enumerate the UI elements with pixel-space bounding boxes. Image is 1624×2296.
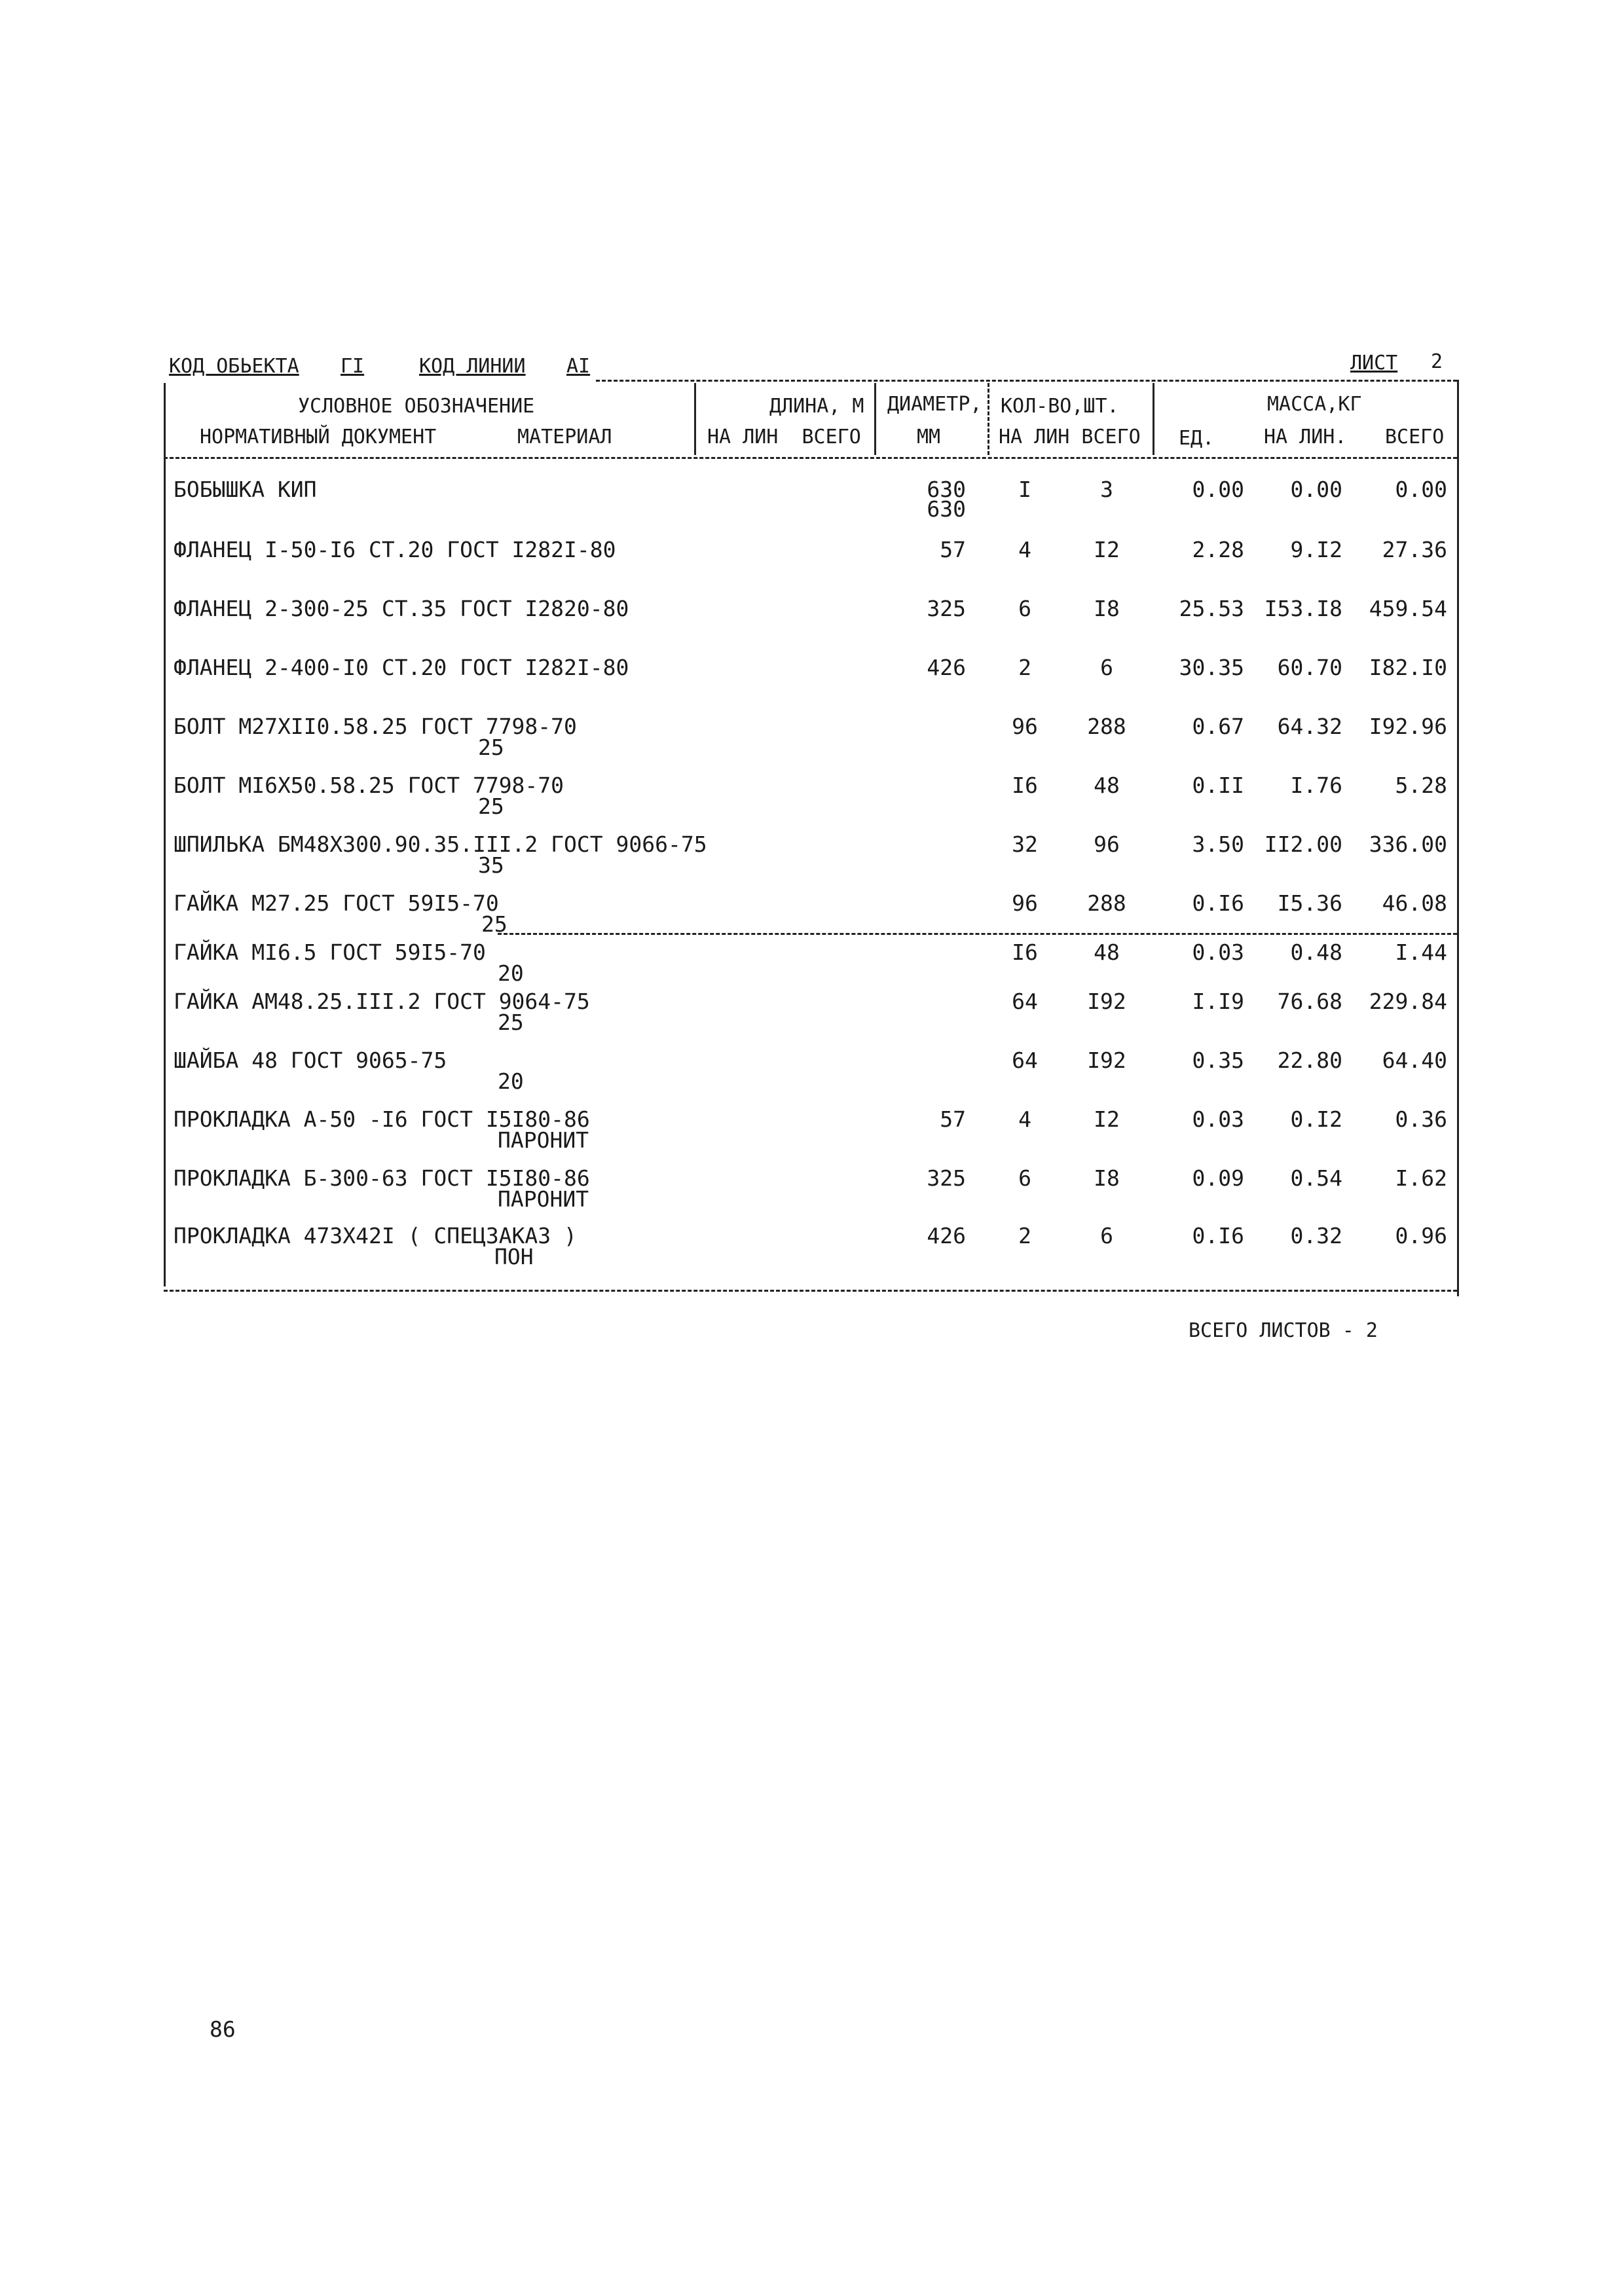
col-qty-title: КОЛ-ВО,ШТ. — [1001, 395, 1119, 418]
row-qty-per-line: 6 — [1018, 596, 1031, 621]
row-unit-mass: 0.00 — [1192, 477, 1244, 502]
row-unit-mass: 0.67 — [1192, 714, 1244, 739]
row-material: 25 — [478, 735, 504, 760]
row-material: 35 — [478, 852, 504, 878]
header-top-rule — [596, 380, 1457, 382]
row-designation: ФЛАНЕЦ I-50-I6 СТ.20 ГОСТ I282I-80 — [174, 537, 616, 562]
row-material: 25 — [481, 911, 507, 937]
row-diameter: 57 — [940, 537, 966, 562]
row-material: ПОН — [494, 1244, 534, 1269]
row-designation: БОЛТ М27XII0.58.25 ГОСТ 7798-70 — [174, 714, 577, 739]
header-bottom-rule — [164, 457, 1457, 459]
row-unit-mass: 0.03 — [1192, 1106, 1244, 1132]
row-mass-per-line: 9.I2 — [1290, 537, 1342, 562]
row-designation: ФЛАНЕЦ 2-400-I0 СТ.20 ГОСТ I282I-80 — [174, 655, 629, 680]
row-diameter-2: 630 — [927, 496, 966, 522]
row-qty-per-line: 2 — [1018, 1223, 1031, 1248]
col-mass-total: ВСЕГО — [1385, 426, 1445, 448]
row-qty-total: I92 — [1087, 1048, 1126, 1073]
col-designation-title: УСЛОВНОЕ ОБОЗНАЧЕНИЕ — [298, 395, 535, 418]
row-designation: ШПИЛЬКА БМ48X300.90.35.III.2 ГОСТ 9066-75 — [174, 831, 707, 857]
table-bottom-rule — [164, 1290, 1457, 1292]
col-divider-qty-left — [987, 383, 989, 455]
col-mass-title: МАССА,КГ — [1267, 393, 1362, 416]
row-mass-per-line: 76.68 — [1277, 989, 1342, 1014]
row-qty-total: I92 — [1087, 989, 1126, 1014]
row-mass-per-line: I.76 — [1290, 773, 1342, 798]
row-qty-per-line: 64 — [1012, 989, 1038, 1014]
row-unit-mass: 25.53 — [1179, 596, 1244, 621]
row-qty-per-line: 4 — [1018, 1106, 1031, 1132]
col-material: МАТЕРИАЛ — [517, 426, 612, 448]
row-unit-mass: 3.50 — [1192, 831, 1244, 857]
row-qty-total: 288 — [1087, 714, 1126, 739]
row-mass-total: 0.96 — [1395, 1223, 1447, 1248]
col-normative-doc: НОРМАТИВНЫЙ ДОКУМЕНТ — [200, 426, 437, 448]
row-mass-per-line: 0.00 — [1290, 477, 1342, 502]
row-mass-total: I92.96 — [1369, 714, 1447, 739]
row-separator — [498, 933, 1457, 935]
row-mass-total: 64.40 — [1382, 1048, 1447, 1073]
col-mass-per-line: НА ЛИН. — [1264, 426, 1347, 448]
row-designation: ПРОКЛАДКА Б-300-63 ГОСТ I5I80-86 — [174, 1165, 590, 1191]
row-qty-total: 96 — [1094, 831, 1120, 857]
row-qty-total: I8 — [1094, 596, 1120, 621]
col-diameter-title: ДИАМЕТР, — [887, 393, 982, 416]
row-qty-per-line: 96 — [1012, 890, 1038, 916]
row-qty-per-line: 32 — [1012, 831, 1038, 857]
col-diameter-unit: ММ — [917, 426, 941, 448]
row-qty-total: I2 — [1094, 1106, 1120, 1132]
col-unit-mass: ЕД. — [1179, 427, 1215, 450]
row-material: 20 — [498, 960, 524, 986]
row-qty-per-line: 2 — [1018, 655, 1031, 680]
row-designation: ГАЙКА МI6.5 ГОСТ 59I5-70 — [174, 939, 486, 965]
sheet-label: ЛИСТ — [1350, 352, 1398, 374]
row-mass-total: I82.I0 — [1369, 655, 1447, 680]
row-mass-total: 336.00 — [1369, 831, 1447, 857]
row-diameter: 325 — [927, 596, 966, 621]
row-material: ПАРОНИТ — [498, 1127, 589, 1153]
row-designation: ПРОКЛАДКА А-50 -I6 ГОСТ I5I80-86 — [174, 1106, 590, 1132]
row-mass-per-line: 64.32 — [1277, 714, 1342, 739]
row-qty-total: 6 — [1100, 655, 1113, 680]
row-designation: ГАЙКА М27.25 ГОСТ 59I5-70 — [174, 890, 499, 916]
row-unit-mass: 0.03 — [1192, 939, 1244, 965]
row-qty-per-line: 6 — [1018, 1165, 1031, 1191]
row-qty-total: 288 — [1087, 890, 1126, 916]
row-designation: ПРОКЛАДКА 473X42I ( СПЕЦЗАКАЗ ) — [174, 1223, 577, 1248]
row-designation: ФЛАНЕЦ 2-300-25 СТ.35 ГОСТ I2820-80 — [174, 596, 629, 621]
row-qty-per-line: I6 — [1012, 773, 1038, 798]
line-code-value: AI — [566, 355, 591, 378]
row-mass-per-line: 0.54 — [1290, 1165, 1342, 1191]
row-unit-mass: 0.I6 — [1192, 890, 1244, 916]
row-diameter: 57 — [940, 1106, 966, 1132]
object-code-value: ГI — [341, 355, 365, 378]
row-unit-mass: 2.28 — [1192, 537, 1244, 562]
row-qty-per-line: 96 — [1012, 714, 1038, 739]
row-unit-mass: 0.I6 — [1192, 1223, 1244, 1248]
row-mass-per-line: I5.36 — [1277, 890, 1342, 916]
col-length-sub: НА ЛИН ВСЕГО — [707, 426, 861, 448]
row-mass-per-line: 60.70 — [1277, 655, 1342, 680]
row-qty-total: 48 — [1094, 773, 1120, 798]
row-mass-total: 27.36 — [1382, 537, 1447, 562]
row-mass-total: 229.84 — [1369, 989, 1447, 1014]
row-unit-mass: 0.09 — [1192, 1165, 1244, 1191]
row-mass-per-line: 0.32 — [1290, 1223, 1342, 1248]
row-material: 25 — [478, 793, 504, 819]
col-divider-length-right — [874, 383, 876, 455]
row-designation: ШАЙБА 48 ГОСТ 9065-75 — [174, 1048, 447, 1073]
line-code-label: КОД ЛИНИИ — [419, 355, 526, 378]
row-mass-total: 459.54 — [1369, 596, 1447, 621]
row-material: 20 — [498, 1068, 524, 1094]
col-length-title: ДЛИНА, М — [769, 395, 864, 418]
sheet-number: 2 — [1431, 350, 1443, 373]
row-diameter: 325 — [927, 1165, 966, 1191]
row-designation: БОБЫШКА КИП — [174, 477, 317, 502]
table-left-border — [164, 383, 166, 1286]
row-material: 25 — [498, 1010, 524, 1035]
row-diameter: 426 — [927, 655, 966, 680]
row-unit-mass: 0.35 — [1192, 1048, 1244, 1073]
row-mass-per-line: 0.48 — [1290, 939, 1342, 965]
row-mass-total: 46.08 — [1382, 890, 1447, 916]
row-qty-per-line: I — [1018, 477, 1031, 502]
row-designation: ГАЙКА АМ48.25.III.2 ГОСТ 9064-75 — [174, 989, 590, 1014]
row-qty-per-line: 64 — [1012, 1048, 1038, 1073]
page-number: 86 — [210, 2016, 236, 2042]
row-qty-total: 6 — [1100, 1223, 1113, 1248]
row-mass-total: I.44 — [1395, 939, 1447, 965]
row-qty-per-line: 4 — [1018, 537, 1031, 562]
table-right-border — [1457, 380, 1459, 1296]
row-qty-total: 48 — [1094, 939, 1120, 965]
row-unit-mass: I.I9 — [1192, 989, 1244, 1014]
row-qty-total: I2 — [1094, 537, 1120, 562]
row-mass-per-line: 22.80 — [1277, 1048, 1342, 1073]
total-sheets: ВСЕГО ЛИСТОВ - 2 — [1189, 1319, 1378, 1342]
row-mass-per-line: 0.I2 — [1290, 1106, 1342, 1132]
row-mass-per-line: I53.I8 — [1264, 596, 1342, 621]
object-code-label: КОД ОБЬЕКТА — [169, 355, 299, 378]
row-mass-per-line: II2.00 — [1264, 831, 1342, 857]
row-diameter: 630 — [927, 477, 966, 502]
row-qty-per-line: I6 — [1012, 939, 1038, 965]
row-qty-total: 3 — [1100, 477, 1113, 502]
row-mass-total: 5.28 — [1395, 773, 1447, 798]
row-unit-mass: 0.II — [1192, 773, 1244, 798]
col-divider-qty-right — [1153, 383, 1154, 455]
row-designation: БОЛТ МI6X50.58.25 ГОСТ 7798-70 — [174, 773, 564, 798]
row-material: ПАРОНИТ — [498, 1186, 589, 1212]
row-mass-total: 0.00 — [1395, 477, 1447, 502]
row-mass-total: I.62 — [1395, 1165, 1447, 1191]
col-qty-sub: НА ЛИН ВСЕГО — [999, 426, 1141, 448]
row-mass-total: 0.36 — [1395, 1106, 1447, 1132]
row-unit-mass: 30.35 — [1179, 655, 1244, 680]
col-divider-length-left — [694, 383, 696, 455]
row-diameter: 426 — [927, 1223, 966, 1248]
row-qty-total: I8 — [1094, 1165, 1120, 1191]
